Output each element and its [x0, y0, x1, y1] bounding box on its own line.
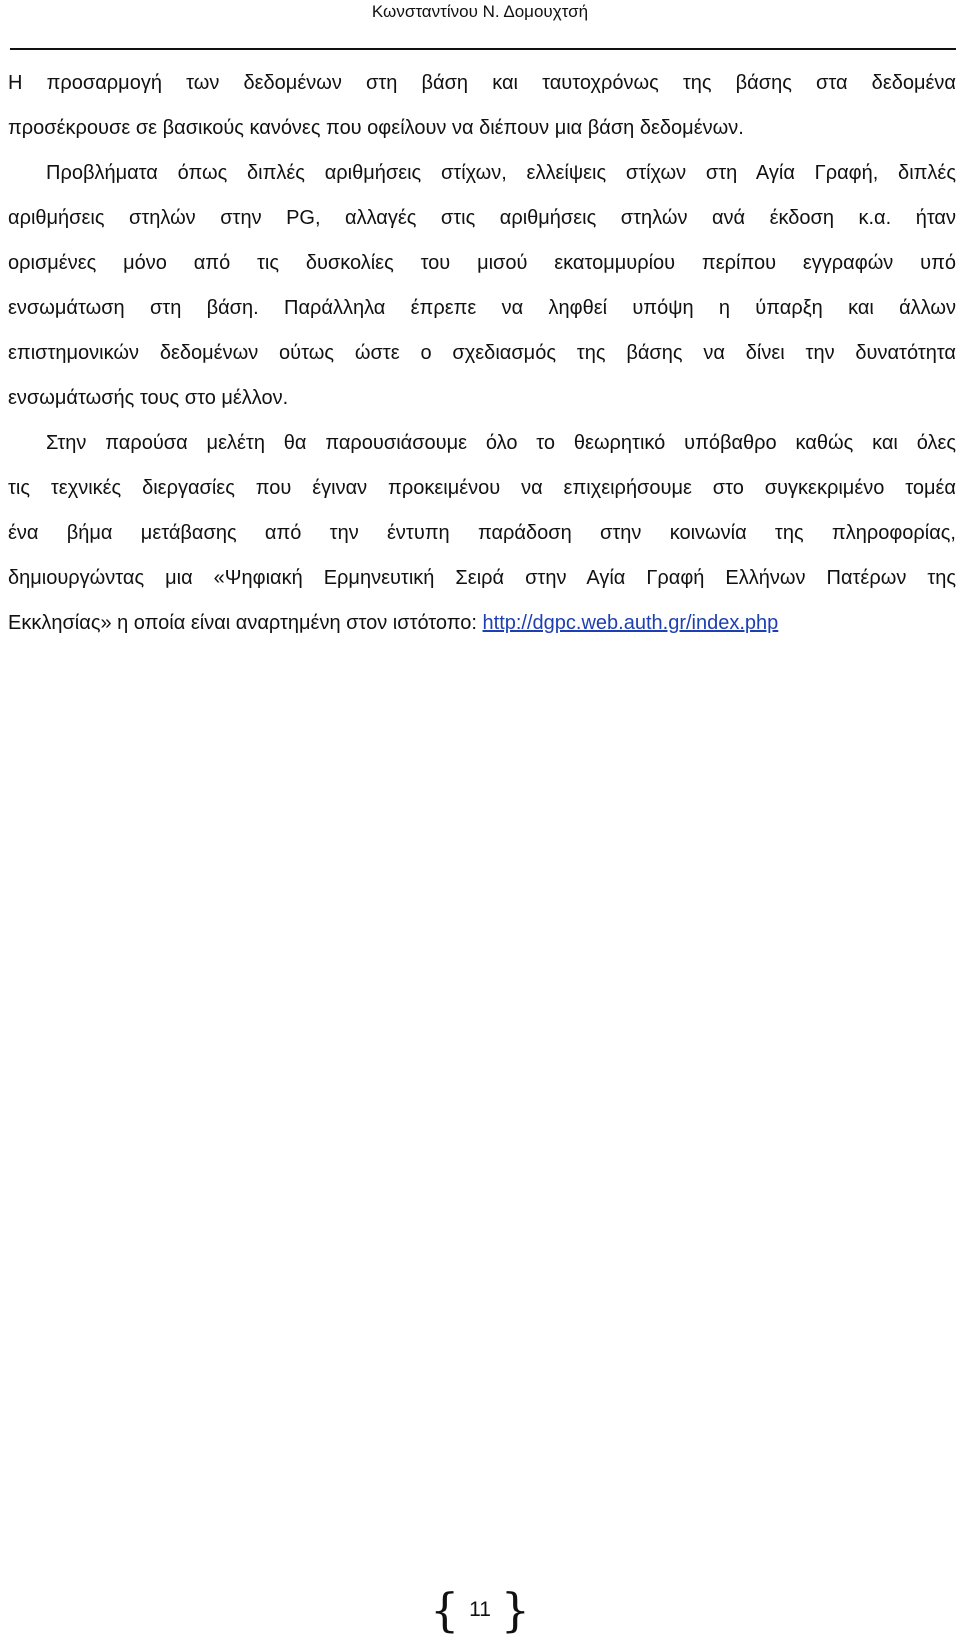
text-line-4: αριθμήσεις στηλών στην PG, αλλαγές στις αριθμήσεις στηλών ανά έκδοση κ.α. ήταν — [8, 207, 956, 229]
website-link[interactable]: http://dgpc.web.auth.gr/index.php — [482, 612, 779, 634]
right-brace-icon: } — [500, 1583, 530, 1637]
text-line-13 — [8, 608, 956, 638]
text-line-9: Στην παρούσα μελέτη θα παρουσιάσουμε όλο το θεωρητικό υπόβαθρο καθώς και όλες — [46, 432, 956, 454]
last-line-text: Εκκλησίας» η οποία είναι αναρτημένη στον ιστότοπο: — [8, 612, 483, 634]
text-line-1: Η προσαρμογή των δεδομένων στη βάση και ταυτοχρόνως της βάσης στα δεδομένα — [8, 72, 956, 94]
text-line-10: τις τεχνικές διεργασίες που έγιναν προκειμένου να επιχειρήσουμε στο συγκεκριμένο τομέα — [8, 477, 956, 499]
text-line-7: επιστημονικών δεδομένων ούτως ώστε ο σχεδιασμός της βάσης να δίνει την δυνατότητα — [8, 342, 956, 364]
text-line-11: ένα βήμα μετάβασης από την έντυπη παράδοση στην κοινωνία της πληροφορίας, — [8, 522, 956, 544]
running-header: Κωνσταντίνου Ν. Δομουχτσή — [371, 2, 589, 21]
text-line-12: δημιουργώντας μια «Ψηφιακή Ερμηνευτική Σειρά στην Αγία Γραφή Ελλήνων Πατέρων της — [8, 567, 956, 589]
header-divider — [10, 48, 956, 50]
page-number-footer — [430, 1585, 530, 1635]
page-number: 11 — [469, 1598, 491, 1621]
left-brace-icon: { — [430, 1583, 460, 1637]
text-line-2: προσέκρουσε σε βασικούς κανόνες που οφείλουν να διέπουν μια βάση δεδομένων. — [8, 117, 744, 139]
text-line-8: ενσωμάτωσής τους στο μέλλον. — [8, 387, 289, 409]
text-line-5: ορισμένες μόνο από τις δυσκολίες του μισού εκατομμυρίου περίπου εγγραφών υπό — [8, 252, 956, 274]
text-line-6: ενσωμάτωση στη βάση. Παράλληλα έπρεπε να ληφθεί υπόψη η ύπαρξη και άλλων — [8, 297, 956, 319]
text-line-3: Προβλήματα όπως διπλές αριθμήσεις στίχων, ελλείψεις στίχων στη Αγία Γραφή, διπλές — [46, 162, 956, 184]
